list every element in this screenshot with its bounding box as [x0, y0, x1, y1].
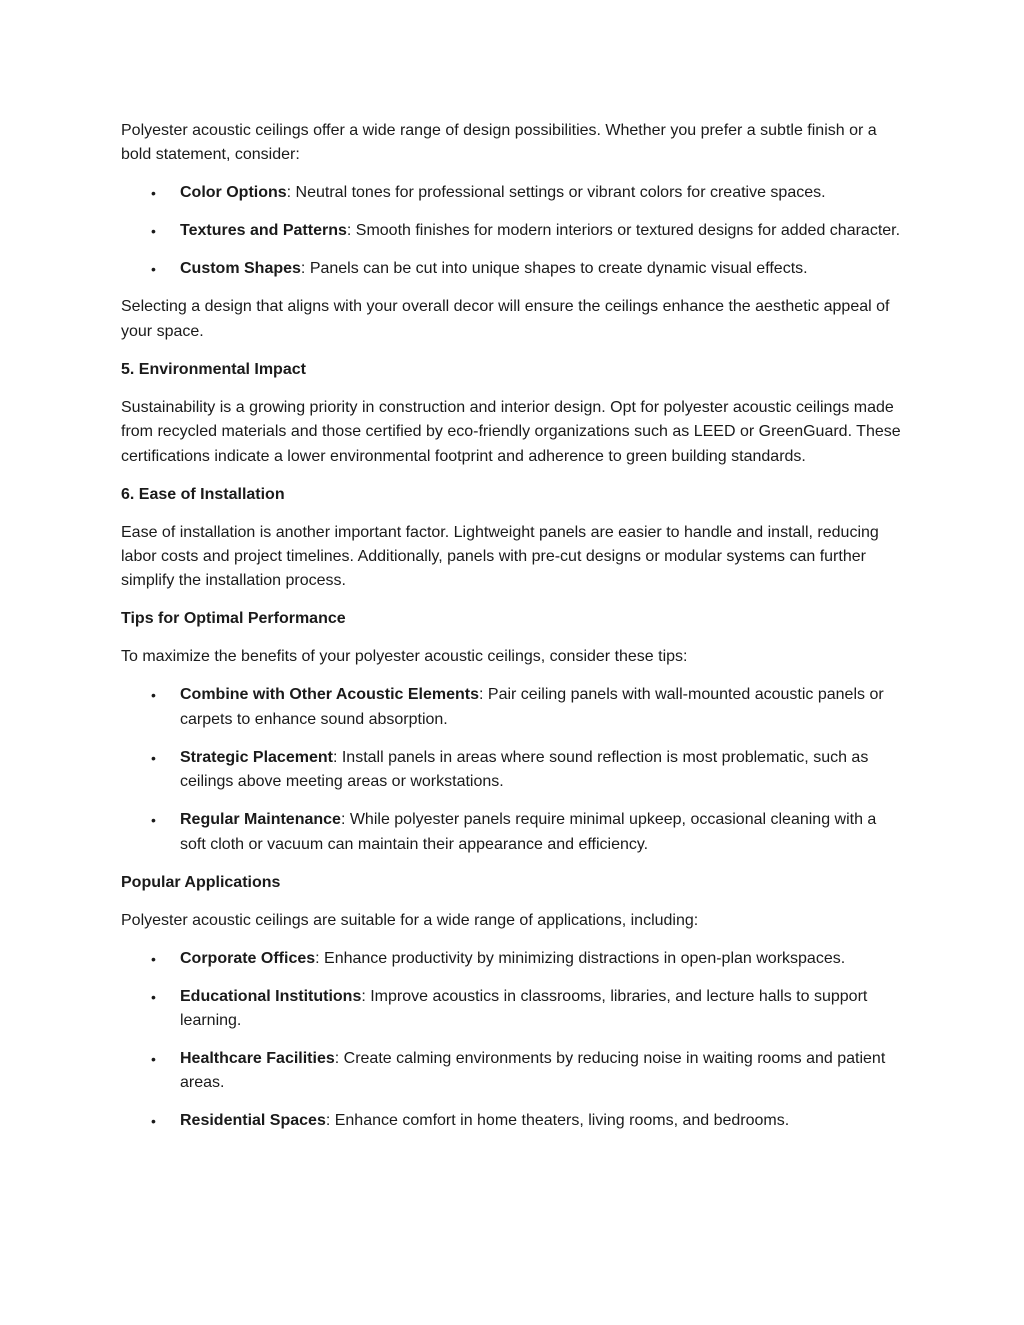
list-item	[121, 947, 906, 971]
document-page	[121, 119, 906, 1147]
list-item-term: Combine with Other Acoustic Elements	[180, 686, 480, 704]
list-item-term: Healthcare Facilities	[180, 1050, 335, 1068]
list-item-description: : Enhance productivity by minimizing distractions in open-plan workspaces.	[315, 949, 846, 967]
bullet-icon: •	[151, 812, 156, 829]
list-item-description: : Create calming environments by reducing noise in waiting rooms and patient areas.	[180, 1050, 886, 1092]
installation-paragraph: Ease of installation is another important factor. Lightweight panels are easier to handle and install, reducing labor costs and project timelines. Additionally, panels with pre-cut designs or modular systems can further simplify the installation process.	[121, 523, 879, 590]
list-item-term: Corporate Offices	[180, 949, 316, 967]
environmental-paragraph: Sustainability is a growing priority in construction and interior design. Opt for polyester acoustic ceilings made from recycled materials and those certified by eco-friendly organizations such as LEED or GreenGuard. These certifications indicate a lower environmental footprint and adherence to green building standards.	[121, 398, 901, 465]
bullet-icon: •	[151, 261, 156, 278]
environmental-heading: 5. Environmental Impact	[121, 360, 306, 378]
list-item-term: Color Options	[180, 184, 287, 202]
bullet-icon: •	[151, 185, 156, 202]
applications-list	[121, 947, 906, 1134]
list-item-description: : Smooth finishes for modern interiors or textured designs for added character.	[346, 222, 901, 240]
bullet-icon: •	[151, 749, 156, 766]
list-item	[121, 1047, 906, 1096]
list-item	[121, 1109, 906, 1133]
list-item-term: Residential Spaces	[180, 1112, 326, 1130]
intro-paragraph: Polyester acoustic ceilings offer a wide range of design possibilities. Whether you prefer a subtle finish or a bold statement, consider:	[121, 122, 877, 164]
bullet-icon: •	[151, 1113, 156, 1130]
list-item	[121, 683, 906, 732]
bullet-icon: •	[151, 223, 156, 240]
list-item	[121, 219, 906, 243]
tips-intro: To maximize the benefits of your polyester acoustic ceilings, consider these tips:	[121, 648, 688, 666]
list-item-term: Custom Shapes	[180, 260, 301, 278]
list-item-description: : Improve acoustics in classrooms, libraries, and lecture halls to support learning.	[180, 987, 868, 1030]
list-item	[121, 181, 906, 205]
list-item	[121, 257, 906, 281]
list-item-description: : Enhance comfort in home theaters, living rooms, and bedrooms.	[325, 1112, 790, 1130]
list-item-term: Strategic Placement	[180, 748, 333, 766]
list-item	[121, 985, 906, 1034]
list-item-term: Regular Maintenance	[180, 811, 341, 829]
design-conclusion-paragraph: Selecting a design that aligns with your overall decor will ensure the ceilings enhance the aesthetic appeal of your space.	[121, 298, 890, 340]
list-item-description: : Neutral tones for professional settings or vibrant colors for creative spaces.	[286, 184, 826, 202]
list-item	[121, 808, 906, 857]
list-item-description: : Pair ceiling panels with wall-mounted acoustic panels or carpets to enhance sound absorption.	[180, 686, 884, 728]
applications-intro: Polyester acoustic ceilings are suitable for a wide range of applications, including:	[121, 911, 699, 929]
list-item-description: : Panels can be cut into unique shapes to create dynamic visual effects.	[300, 260, 808, 278]
tips-list	[121, 683, 906, 857]
bullet-icon: •	[151, 687, 156, 704]
bullet-icon: •	[151, 950, 156, 967]
list-item-description: : While polyester panels require minimal upkeep, occasional cleaning with a soft cloth or vacuum can maintain their appearance and efficiency.	[180, 811, 877, 853]
list-item	[121, 746, 906, 795]
list-item-description: : Install panels in areas where sound reflection is most problematic, such as ceilings above meeting areas or workstations.	[180, 748, 869, 791]
applications-heading: Popular Applications	[121, 873, 281, 891]
design-options-list	[121, 181, 906, 281]
tips-heading: Tips for Optimal Performance	[121, 610, 346, 628]
bullet-icon: •	[151, 988, 156, 1005]
list-item-term: Textures and Patterns	[180, 222, 347, 240]
installation-heading: 6. Ease of Installation	[121, 485, 285, 503]
list-item-term: Educational Institutions	[180, 987, 362, 1005]
bullet-icon: •	[151, 1051, 156, 1068]
